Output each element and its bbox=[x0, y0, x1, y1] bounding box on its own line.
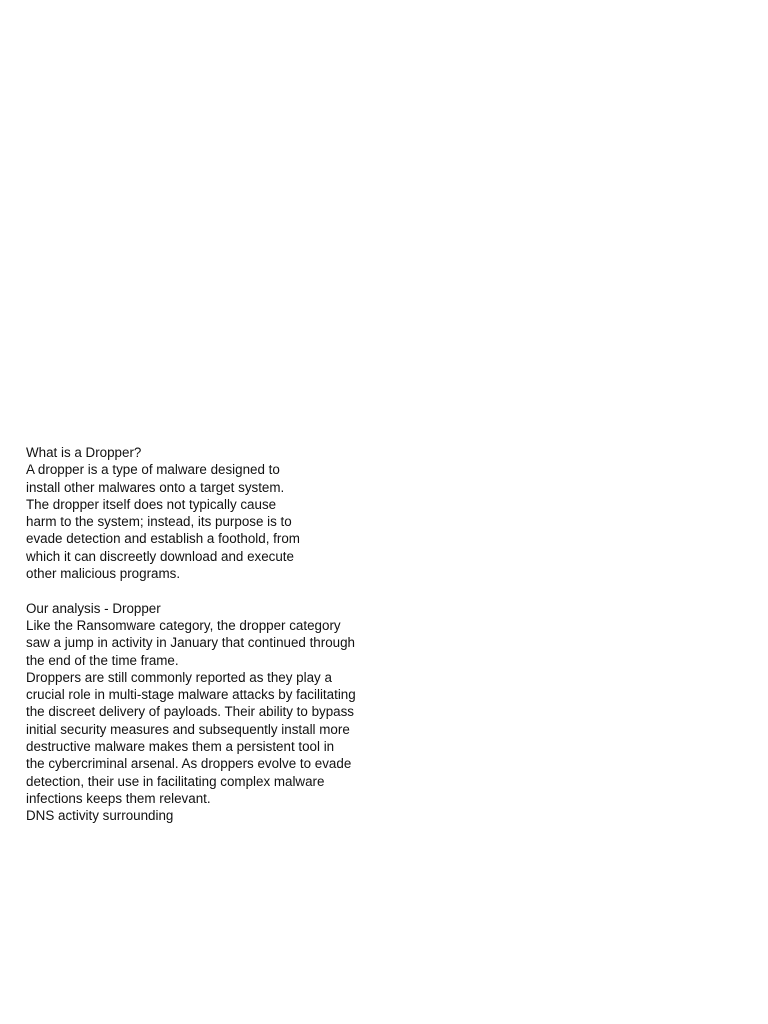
paragraph-line: detection, their use in facilitating complex malware bbox=[26, 773, 325, 789]
paragraph-line: the discreet delivery of payloads. Their ability to bypass bbox=[26, 704, 354, 720]
paragraph-line: the end of the time frame. bbox=[26, 652, 179, 668]
paragraph-line: A dropper is a type of malware designed to bbox=[26, 462, 280, 478]
paragraph-line: install other malwares onto a target system. bbox=[26, 479, 285, 495]
document-body bbox=[26, 444, 386, 825]
paragraph-line: other malicious programs. bbox=[26, 566, 181, 582]
paragraph-line: Like the Ransomware category, the dropper category bbox=[26, 617, 341, 633]
paragraph-line: The dropper itself does not typically cause bbox=[26, 496, 277, 512]
paragraph-line: DNS activity surrounding bbox=[26, 808, 174, 824]
paragraph-line: evade detection and establish a foothold, from bbox=[26, 531, 300, 547]
paragraph-line: the cybercriminal arsenal. As droppers evolve to evade bbox=[26, 756, 352, 772]
section-heading-our-analysis: Our analysis - Dropper bbox=[26, 600, 161, 616]
paragraph-line: harm to the system; instead, its purpose is to bbox=[26, 514, 292, 530]
paragraph-line: which it can discreetly download and execute bbox=[26, 548, 294, 564]
paragraph-line: Droppers are still commonly reported as they play a bbox=[26, 669, 332, 685]
paragraph-line: infections keeps them relevant. bbox=[26, 790, 211, 806]
section-heading-what-is-dropper: What is a Dropper? bbox=[26, 445, 142, 460]
paragraph-line: destructive malware makes them a persistent tool in bbox=[26, 739, 335, 755]
paragraph-gap bbox=[26, 582, 386, 599]
paragraph-line: crucial role in multi-stage malware attacks by facilitating bbox=[26, 687, 356, 703]
paragraph-line: initial security measures and subsequently install more bbox=[26, 721, 350, 737]
paragraph-line: saw a jump in activity in January that continued through bbox=[26, 635, 355, 651]
